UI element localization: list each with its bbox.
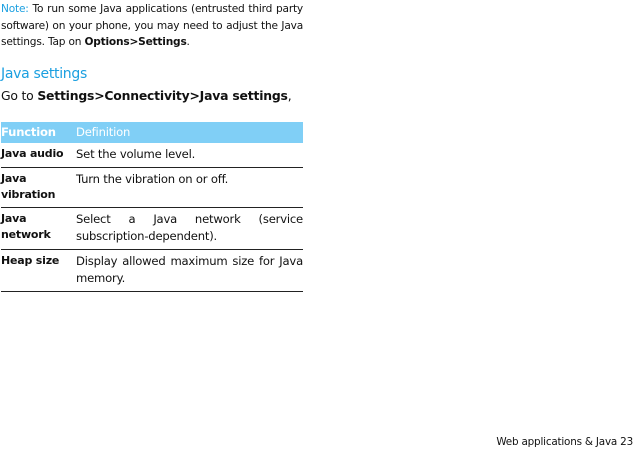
definition-cell: Display allowed maximum size for Java memory. bbox=[76, 249, 303, 291]
goto-path: Settings>Connectivity>Java settings bbox=[37, 87, 288, 103]
goto-prefix: Go to bbox=[1, 87, 38, 103]
note-end: . bbox=[186, 36, 190, 48]
table-row bbox=[1, 207, 303, 249]
function-cell: Java vibration bbox=[1, 167, 76, 207]
page-footer: Web applications & Java 23 bbox=[496, 436, 633, 448]
table-row bbox=[1, 167, 303, 207]
table-row bbox=[1, 143, 303, 168]
content-column bbox=[1, 0, 303, 292]
goto-end: , bbox=[287, 87, 292, 103]
definition-cell: Set the volume level. bbox=[76, 143, 303, 168]
definition-cell: Turn the vibration on or off. bbox=[76, 167, 303, 207]
note-label: Note: bbox=[1, 3, 29, 15]
goto-instruction bbox=[1, 86, 303, 106]
definition-cell: Select a Java network (service subscription-dependent). bbox=[76, 207, 303, 249]
function-cell: Heap size bbox=[1, 249, 76, 291]
table-row bbox=[1, 249, 303, 291]
table-header-row bbox=[1, 122, 303, 143]
note-paragraph bbox=[1, 1, 303, 51]
section-heading: Java settings bbox=[1, 65, 87, 82]
settings-table bbox=[1, 122, 303, 292]
note-path: Options>Settings bbox=[84, 36, 187, 48]
header-function: Function bbox=[1, 122, 76, 143]
function-cell: Java audio bbox=[1, 143, 76, 168]
note-text: To run some Java applications (entrusted third party software) on your phone, you may need to adjust the Java settings. Tap on bbox=[1, 3, 303, 48]
header-definition: Definition bbox=[76, 122, 303, 143]
function-cell: Java network bbox=[1, 207, 76, 249]
